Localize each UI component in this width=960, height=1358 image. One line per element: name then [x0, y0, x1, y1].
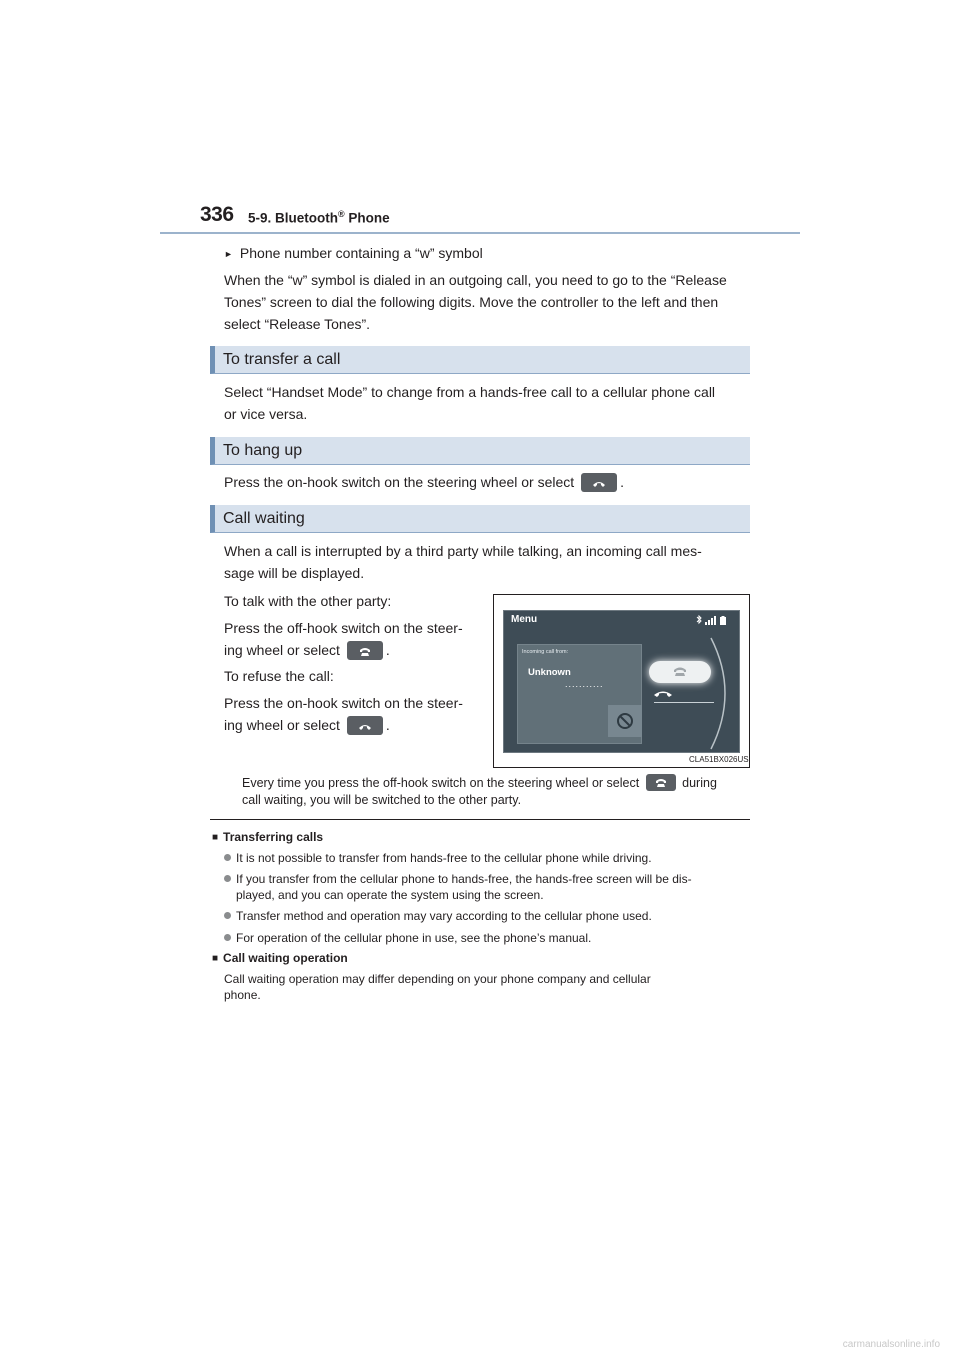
w-symbol-bullet: ► Phone number containing a “w” symbol — [224, 242, 483, 266]
heading-transfer-call: To transfer a call — [210, 346, 750, 374]
refuse-steps: Press the on-hook switch on the steer- ing wheel or select . — [224, 695, 463, 733]
screen-arc — [709, 636, 735, 751]
phone-offhook-icon — [646, 774, 676, 791]
no-entry-icon — [608, 705, 642, 737]
dotted-line: ........... — [565, 679, 604, 689]
transfer-note-1: It is not possible to transfer from hands-free to the cellular phone while driving. — [224, 850, 652, 866]
heading-call-waiting: Call waiting — [210, 505, 750, 533]
phone-hangup-icon[interactable] — [652, 687, 674, 699]
transfer-note-4: For operation of the cellular phone in use, see the phone’s manual. — [224, 930, 591, 946]
refuse-instructions: To refuse the call: — [224, 668, 334, 684]
display-screen — [503, 610, 740, 753]
section-title: 5-9. Bluetooth® Phone — [248, 209, 390, 226]
section-divider — [210, 819, 750, 820]
battery-icon — [720, 616, 726, 625]
transfer-text: Select “Handset Mode” to change from a hands-free call to a cellular phone call or vice versa. — [224, 384, 716, 422]
heading-hang-up: To hang up — [210, 437, 750, 465]
signal-icon — [705, 616, 716, 625]
phone-hangup-icon — [581, 473, 617, 492]
talk-steps: Press the off-hook switch on the steer- ing wheel or select . — [224, 620, 463, 658]
footer-watermark: carmanualsonline.info — [842, 1339, 940, 1350]
header-rule — [160, 232, 800, 234]
call-waiting-intro: When a call is interrupted by a third party while talking, an incoming call mes- sage will be displayed. — [224, 543, 702, 581]
phone-offhook-icon — [649, 661, 711, 683]
call-waiting-operation-text: Call waiting operation may differ depending on your phone company and cellular phone. — [224, 972, 651, 1002]
bluetooth-icon — [697, 616, 701, 623]
transfer-note-3: Transfer method and operation may vary according to the cellular phone used. — [224, 908, 652, 924]
arrow-bullet-icon: ► — [224, 249, 233, 259]
menu-label: Menu — [511, 614, 538, 625]
phone-hangup-icon — [347, 716, 383, 735]
incoming-call-panel — [517, 644, 642, 744]
round-bullet-icon — [224, 854, 231, 861]
caller-name: Unknown — [528, 667, 571, 678]
page-number: 336 — [200, 203, 234, 226]
round-bullet-icon — [224, 912, 231, 919]
call-waiting-note: Every time you press the off-hook switch on the steering wheel or select during call waiting, you will be switched to the other party. — [242, 776, 717, 808]
round-bullet-icon — [224, 875, 231, 882]
status-icons — [695, 615, 729, 626]
round-bullet-icon — [224, 934, 231, 941]
square-bullet-icon: ■ — [212, 953, 219, 964]
transfer-note-2: If you transfer from the cellular phone to hands-free, the hands-free screen will be dis- played, and you can operate the system using the screen. — [224, 871, 748, 903]
answer-button[interactable] — [649, 661, 711, 683]
square-bullet-icon: ■ — [212, 832, 219, 843]
w-symbol-text: When the “w” symbol is dialed in an outgoing call, you need to go to the “Release Tones” screen to dial the following digits. Move the controller to the left and then select “Release Tones”. — [224, 272, 727, 332]
incoming-call-screenshot — [493, 594, 750, 768]
transferring-calls-title: ■ Transferring calls — [212, 830, 324, 844]
ignore-button[interactable] — [608, 705, 642, 737]
incoming-call-label: Incoming call from: — [522, 649, 569, 655]
divider — [654, 702, 714, 703]
phone-offhook-icon — [347, 641, 383, 660]
image-code: CLA51BX026US — [689, 755, 749, 764]
talk-instructions: To talk with the other party: — [224, 593, 392, 609]
hang-up-text: Press the on-hook switch on the steering wheel or select . — [224, 474, 624, 490]
call-waiting-operation-title: ■ Call waiting operation — [212, 951, 348, 965]
